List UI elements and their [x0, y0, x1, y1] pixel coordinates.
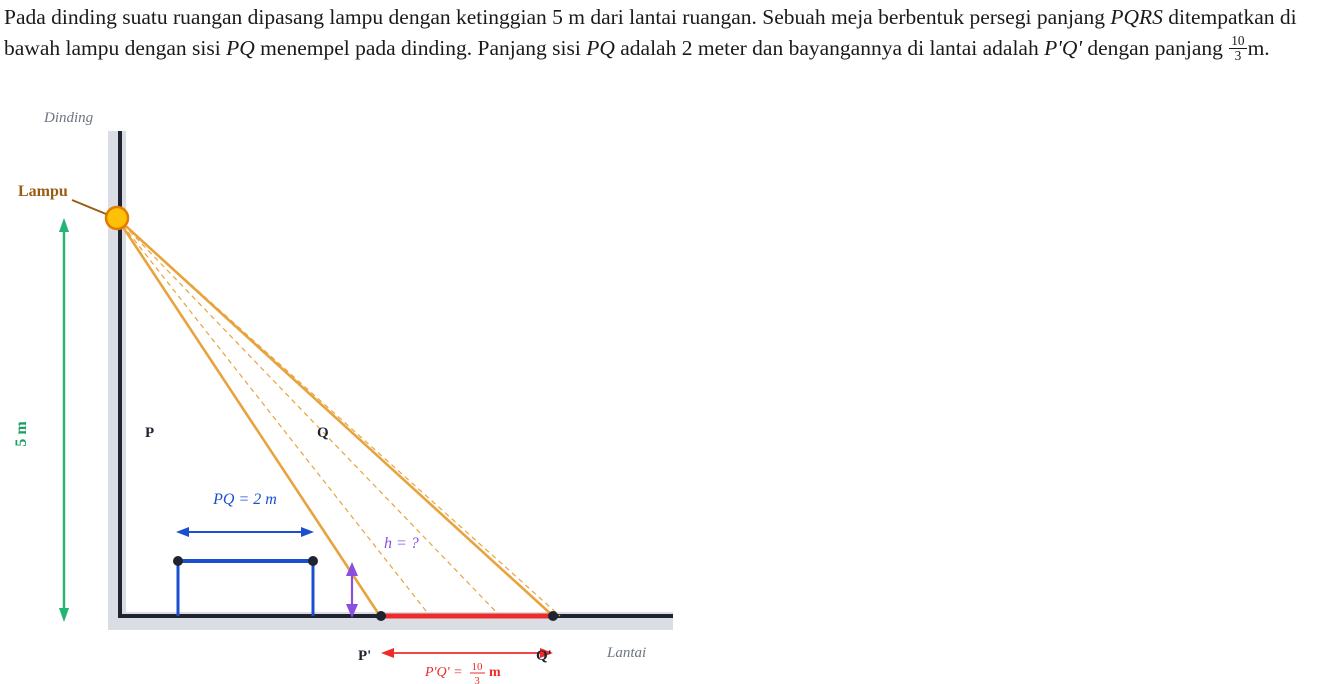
height-label: 5 m	[13, 421, 30, 447]
shadow-length-unit: m	[489, 665, 501, 680]
shadow-arrow-head-left	[381, 648, 394, 658]
point-p-prime-label: P'	[358, 648, 372, 664]
problem-statement	[4, 2, 1334, 63]
wall-label: Dinding	[44, 110, 94, 126]
problem-line-1: Pada dinding suatu ruangan dipasang lampu dengan ketinggian 5 m dari lantai ruangan. Sebuah meja berbentuk persegi	[4, 5, 1032, 29]
problem-line-2-part-1: panjang	[1036, 5, 1111, 29]
label-pq-2: PQ	[586, 35, 615, 60]
point-q-prime-label: Q'	[536, 648, 552, 664]
point-q-prime-dot	[548, 611, 558, 621]
point-q-dot	[308, 556, 318, 566]
problem-line-2-part-2: ditempatkan di bawah lampu dengan sisi	[4, 5, 1297, 60]
light-ray-to-p-prime	[117, 218, 380, 616]
label-pqrs: PQRS	[1110, 5, 1163, 29]
shadow-length-den: 3	[474, 675, 480, 684]
floor-label: Lantai	[607, 645, 647, 661]
pq-arrow-head-right	[301, 527, 314, 537]
pq-length-label: PQ = 2 m	[213, 491, 277, 508]
lamp-icon	[106, 207, 128, 229]
geometry-diagram	[0, 104, 1338, 684]
problem-line-3-part-3: m.	[1247, 35, 1270, 60]
fraction-ten-thirds: $\frac{10}{3}$	[1231, 33, 1245, 64]
point-p-label: P	[145, 425, 155, 441]
lamp-label: Lampu	[18, 183, 68, 200]
pq-arrow-head-left	[176, 527, 189, 537]
height-arrow-head-top	[59, 218, 69, 232]
problem-line-2-part-4: adalah 2 meter dan	[614, 35, 784, 60]
label-pq-1: PQ	[226, 35, 255, 60]
lamp-leader-line	[72, 200, 106, 214]
problem-line-2-part-3: menempel pada dinding. Panjang sisi	[254, 35, 587, 60]
point-q-label: Q	[317, 425, 329, 441]
dashed-ray-3	[117, 218, 430, 616]
problem-line-3-part-1: bayangannya di lantai adalah	[788, 35, 1045, 60]
point-p-prime-dot	[376, 611, 386, 621]
h-label: h = ?	[384, 535, 419, 552]
label-pq-prime: P'Q'	[1044, 35, 1082, 60]
wall-slab	[108, 131, 126, 621]
height-arrow-head-bottom	[59, 608, 69, 622]
point-p-dot	[173, 556, 183, 566]
problem-line-3-part-2: dengan panjang	[1081, 35, 1229, 60]
shadow-length-label-a: P'Q' =	[425, 665, 463, 680]
shadow-length-num: 10	[471, 661, 483, 673]
light-ray-to-q-prime	[117, 218, 553, 616]
dashed-ray-2	[117, 218, 500, 616]
